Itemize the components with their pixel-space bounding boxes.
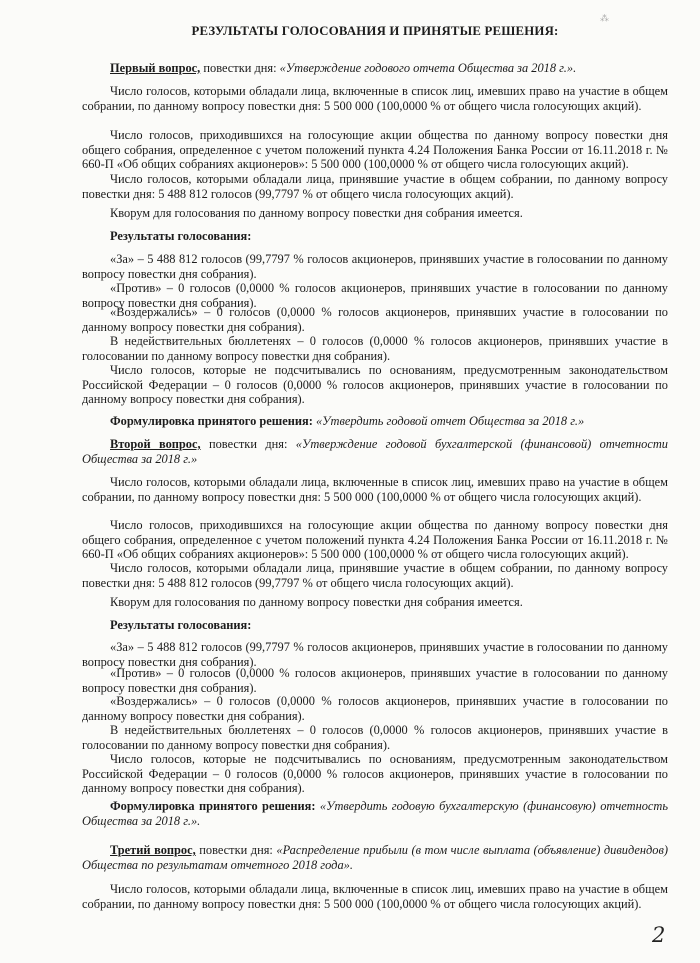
q1-results-heading: Результаты голосования: <box>110 229 252 243</box>
q2-results-heading: Результаты голосования: <box>110 618 252 632</box>
q3-agenda-prefix: повестки дня: <box>195 843 277 857</box>
page-number: 2 <box>652 923 666 947</box>
q1-quorum-basis: Число голосов, приходившихся на голосующие акции общества по данному вопросу повестки дня общего собрания, определенное с учетом положений пункта 4.24 Положения Банка России от 16.11.2018 г. № 660-П «Об общих собраниях акционеров»: 5 500 000 (100,0000 % от общего числа голосующих акций). <box>82 128 668 172</box>
q1-heading <box>82 61 668 76</box>
q2-decision-text: «Утвердить годовую бухгалтерскую (финансовую) отчетность Общества за 2018 г.». <box>82 799 668 828</box>
q2-decision <box>82 799 668 828</box>
q1-label: Первый вопрос, <box>110 61 201 75</box>
q2-result-invalid: В недействительных бюллетенях – 0 голосов (0,0000 % голосов акционеров, принявших участие в голосовании по данному вопросу повестки дня собрания). <box>82 723 668 752</box>
q1-agenda-prefix: повестки дня: <box>200 61 280 75</box>
q1-eligible: Число голосов, которыми обладали лица, включенные в список лиц, имевших право на участие в общем собрании, по данному вопросу повестки дня: 5 500 000 (100,0000 % от общего числа голосующих акций). <box>82 84 668 113</box>
q1-decision-label: Формулировка принятого решения: <box>110 414 313 428</box>
q1-result-for: «За» – 5 488 812 голосов (99,7797 % голосов акционеров, принявших участие в голосовании по данному вопросу повестки дня собрания). <box>82 252 668 281</box>
q2-eligible: Число голосов, которыми обладали лица, включенные в список лиц, имевших право на участие в общем собрании, по данному вопросу повестки дня: 5 500 000 (100,0000 % от общего числа голосующих акций). <box>82 475 668 504</box>
q2-quorum: Кворум для голосования по данному вопросу повестки дня собрания имеется. <box>110 595 523 609</box>
q3-eligible: Число голосов, которыми обладали лица, включенные в список лиц, имевших право на участие в общем собрании, по данному вопросу повестки дня: 5 500 000 (100,0000 % от общего числа голосующих акций). <box>82 882 668 911</box>
q2-result-for: «За» – 5 488 812 голосов (99,7797 % голосов акционеров, принявших участие в голосовании по данному вопросу повестки дня собрания). <box>82 640 668 669</box>
q3-heading <box>82 843 668 872</box>
q1-result-invalid: В недействительных бюллетенях – 0 голосов (0,0000 % голосов акционеров, принявших участие в голосовании по данному вопросу повестки дня собрания). <box>82 334 668 363</box>
q2-result-abstain: «Воздержались» – 0 голосов (0,0000 % голосов акционеров, принявших участие в голосовании по данному вопросу повестки дня собрания). <box>82 694 668 723</box>
q2-heading <box>82 437 668 466</box>
corner-mark: ⁂ <box>600 14 609 24</box>
q1-decision <box>82 414 668 429</box>
page-title: РЕЗУЛЬТАТЫ ГОЛОСОВАНИЯ И ПРИНЯТЫЕ РЕШЕНИЯ: <box>191 24 559 38</box>
q2-quorum-basis: Число голосов, приходившихся на голосующие акции общества по данному вопросу повестки дня общего собрания, определенное с учетом положений пункта 4.24 Положения Банка России от 16.11.2018 г. № 660-П «Об общих собраниях акционеров»: 5 500 000 (100,0000 % от общего числа голосующих акций). <box>82 518 668 562</box>
q2-result-against: «Против» – 0 голосов (0,0000 % голосов акционеров, принявших участие в голосовании по данному вопросу повестки дня собрания). <box>82 666 668 695</box>
q2-agenda: «Утверждение годовой бухгалтерской (финансовой) отчетности Общества за 2018 г.» <box>82 437 668 466</box>
q1-quorum: Кворум для голосования по данному вопросу повестки дня собрания имеется. <box>110 206 523 220</box>
q2-decision-label: Формулировка принятого решения: <box>110 799 316 813</box>
q1-agenda: «Утверждение годового отчета Общества за 2018 г.». <box>279 61 577 75</box>
q2-label: Второй вопрос, <box>110 437 201 451</box>
q1-result-not-counted: Число голосов, которые не подсчитывались по основаниям, предусмотренным законодательством Российской Федерации – 0 голосов (0,0000 % голосов акционеров, принявших участие в голосовании по данному вопросу повестки дня собрания). <box>82 363 668 407</box>
q2-agenda-prefix: повестки дня: <box>200 437 296 451</box>
q2-participated: Число голосов, которыми обладали лица, принявшие участие в общем собрании, по данному вопросу повестки дня: 5 488 812 голосов (99,7797 % от общего числа голосующих акций). <box>82 561 668 590</box>
q3-agenda: «Распределение прибыли (в том числе выплата (объявление) дивидендов) Общества по результатам отчетного 2018 года». <box>82 843 668 872</box>
q1-participated: Число голосов, которыми обладали лица, принявшие участие в общем собрании, по данному вопросу повестки дня: 5 488 812 голосов (99,7797 % от общего числа голосующих акций). <box>82 172 668 201</box>
q1-result-abstain: «Воздержались» – 0 голосов (0,0000 % голосов акционеров, принявших участие в голосовании по данному вопросу повестки дня собрания). <box>82 305 668 334</box>
q1-decision-text: «Утвердить годовой отчет Общества за 2018 г.» <box>312 414 585 428</box>
q2-result-not-counted: Число голосов, которые не подсчитывались по основаниям, предусмотренным законодательством Российской Федерации – 0 голосов (0,0000 % голосов акционеров, принявших участие в голосовании по данному вопросу повестки дня собрания). <box>82 752 668 796</box>
q3-label: Третий вопрос, <box>110 843 196 857</box>
q1-result-against: «Против» – 0 голосов (0,0000 % голосов акционеров, принявших участие в голосовании по данному вопросу повестки дня собрания). <box>82 281 668 310</box>
